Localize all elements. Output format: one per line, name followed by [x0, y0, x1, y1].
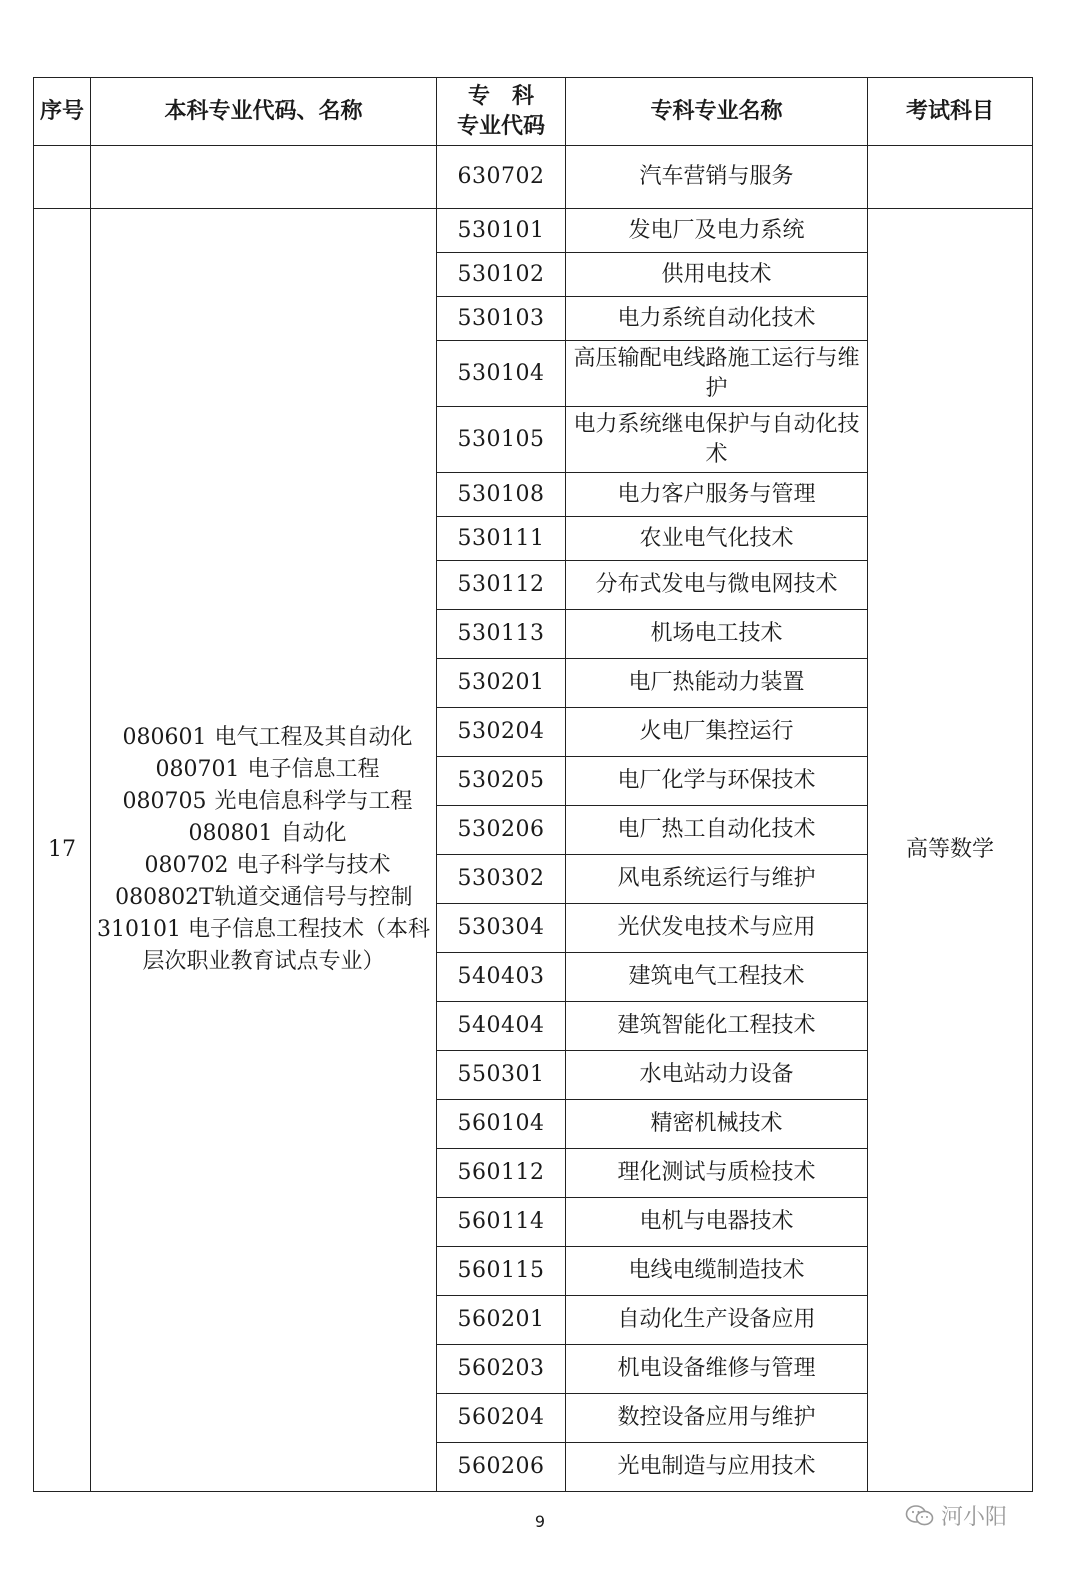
major-code: 530205 [437, 757, 566, 806]
major-name: 光伏发电技术与应用 [566, 904, 868, 953]
bachelor-major-code: 080802T [115, 885, 214, 910]
major-code: 540404 [437, 1002, 566, 1051]
bachelor-major-line [91, 754, 436, 786]
major-code: 560104 [437, 1100, 566, 1149]
header-name: 专科专业名称 [566, 78, 868, 146]
major-code: 530304 [437, 904, 566, 953]
bachelor-extra-major: 310101 电子信息工程技术（本科层次职业教育试点专业） [97, 917, 430, 974]
major-name: 高压输配电线路施工运行与维护 [566, 341, 868, 407]
major-code: 530104 [437, 341, 566, 407]
major-name: 分布式发电与微电网技术 [566, 561, 868, 610]
major-name: 电厂热能动力装置 [566, 659, 868, 708]
major-name: 电力系统自动化技术 [566, 297, 868, 341]
bachelor-major-code: 080702 [144, 853, 229, 878]
bachelor-majors-cell [91, 209, 437, 1492]
major-code: 530302 [437, 855, 566, 904]
prev-bachelor-cell [91, 146, 437, 209]
bachelor-major-code: 080705 [122, 789, 207, 814]
major-name: 供用电技术 [566, 253, 868, 297]
table-header-row [34, 78, 1033, 146]
major-code: 530103 [437, 297, 566, 341]
major-code: 530201 [437, 659, 566, 708]
prev-seq-cell [34, 146, 91, 209]
major-name: 电线电缆制造技术 [566, 1247, 868, 1296]
major-name: 光电制造与应用技术 [566, 1443, 868, 1492]
watermark [905, 1500, 1007, 1531]
major-code: 560112 [437, 1149, 566, 1198]
header-bachelor: 本科专业代码、名称 [91, 78, 437, 146]
major-code: 560201 [437, 1296, 566, 1345]
major-name: 精密机械技术 [566, 1100, 868, 1149]
major-name: 发电厂及电力系统 [566, 209, 868, 253]
major-code: 530102 [437, 253, 566, 297]
major-name: 电力系统继电保护与自动化技术 [566, 407, 868, 473]
major-name: 火电厂集控运行 [566, 708, 868, 757]
major-code: 530108 [437, 473, 566, 517]
major-code: 560203 [437, 1345, 566, 1394]
bachelor-major-code: 080701 [155, 757, 240, 782]
major-name: 理化测试与质检技术 [566, 1149, 868, 1198]
major-name: 机场电工技术 [566, 610, 868, 659]
major-name: 自动化生产设备应用 [566, 1296, 868, 1345]
bachelor-major-line [91, 882, 436, 914]
major-code: 560115 [437, 1247, 566, 1296]
bachelor-major-line [91, 722, 436, 754]
page-number: 9 [534, 1512, 546, 1531]
major-name: 数控设备应用与维护 [566, 1394, 868, 1443]
major-code: 560206 [437, 1443, 566, 1492]
major-code: 530101 [437, 209, 566, 253]
major-name: 电厂热工自动化技术 [566, 806, 868, 855]
table-row [34, 146, 1033, 209]
group-seq: 17 [34, 209, 91, 1492]
bachelor-major-line [91, 850, 436, 882]
major-name: 水电站动力设备 [566, 1051, 868, 1100]
bachelor-major-line [91, 818, 436, 850]
prev-exam-cell [868, 146, 1033, 209]
wechat-icon [905, 1504, 935, 1528]
header-code-line2: 专业代码 [456, 113, 545, 139]
major-name: 建筑智能化工程技术 [566, 1002, 868, 1051]
major-name: 风电系统运行与维护 [566, 855, 868, 904]
major-name: 农业电气化技术 [566, 517, 868, 561]
bachelor-major-name: 自动化 [280, 821, 347, 846]
major-code: 560204 [437, 1394, 566, 1443]
header-code-line1: 专 科 [467, 83, 534, 109]
major-name: 电厂化学与环保技术 [566, 757, 868, 806]
major-name: 电机与电器技术 [566, 1198, 868, 1247]
major-code: 530204 [437, 708, 566, 757]
prev-code: 630702 [437, 146, 566, 209]
major-code: 540403 [437, 953, 566, 1002]
major-name: 建筑电气工程技术 [566, 953, 868, 1002]
bachelor-major-code: 080801 [188, 821, 273, 846]
major-code: 530113 [437, 610, 566, 659]
major-code: 530206 [437, 806, 566, 855]
major-code: 530105 [437, 407, 566, 473]
bachelor-major-name: 轨道交通信号与控制 [214, 885, 413, 910]
major-code: 530111 [437, 517, 566, 561]
major-code: 530112 [437, 561, 566, 610]
header-code [437, 78, 566, 146]
bachelor-major-line [91, 786, 436, 818]
bachelor-major-name: 电子信息工程 [247, 757, 380, 782]
header-seq: 序号 [34, 78, 91, 146]
major-code: 560114 [437, 1198, 566, 1247]
bachelor-major-code: 080601 [122, 725, 207, 750]
exam-subject: 高等数学 [868, 209, 1033, 1492]
major-code: 550301 [437, 1051, 566, 1100]
majors-table [33, 77, 1033, 1492]
header-exam: 考试科目 [868, 78, 1033, 146]
bachelor-major-name: 光电信息科学与工程 [214, 789, 413, 814]
major-name: 电力客户服务与管理 [566, 473, 868, 517]
prev-name: 汽车营销与服务 [566, 146, 868, 209]
major-name: 机电设备维修与管理 [566, 1345, 868, 1394]
watermark-text: 河小阳 [941, 1505, 1008, 1530]
bachelor-major-name: 电子科学与技术 [236, 853, 391, 878]
table-row [34, 209, 1033, 253]
bachelor-major-name: 电气工程及其自动化 [214, 725, 413, 750]
